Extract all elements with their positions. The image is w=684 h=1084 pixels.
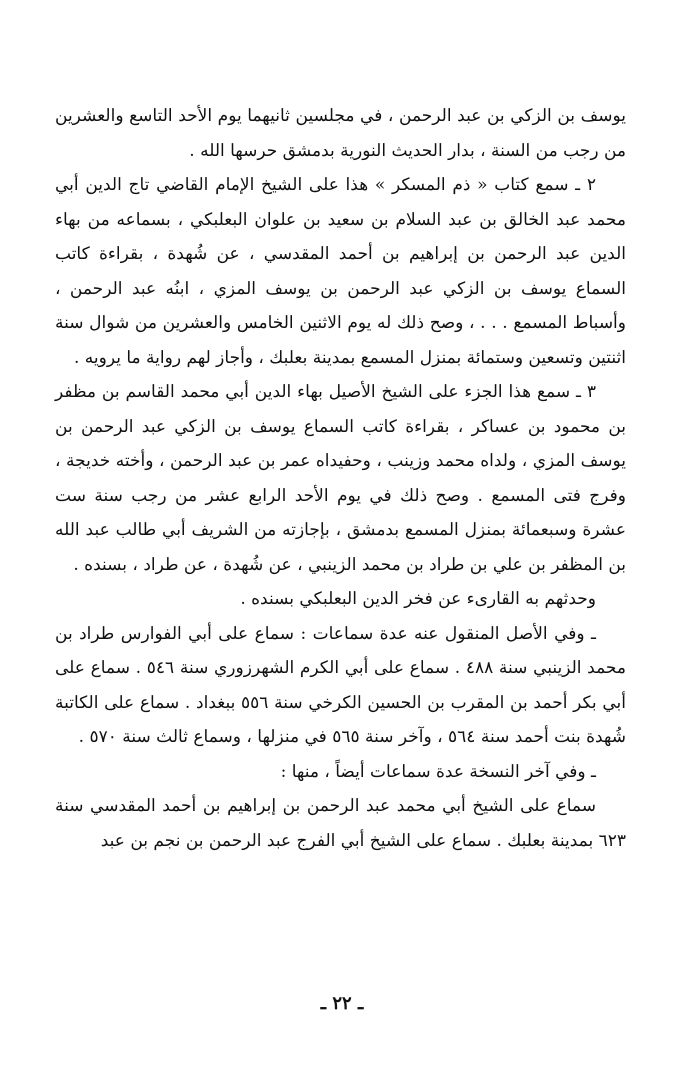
body-text — [55, 99, 626, 858]
page-number: ـ ٢٢ ـ — [320, 993, 364, 1014]
paragraph-sama-2: ٢ ـ سمع كتاب « ذم المسكر » هذا على الشيخ الإمام القاضي تاج الدين أبي محمد عبد الخالق بن عبد السلام بن سعيد بن علوان البعلبكي ، بسماعه من بهاء الدين عبد الرحمن بن إبراهيم بن أحمد المقدسي ، عن شُهدة ، بقراءة كاتب السماع يوسف بن الزكي عبد الرحمن بن يوسف المزي ، ابنُه عبد الرحمن ، وأسباط المسمع . . . ، وصح ذلك له يوم الاثنين الخامس والعشرين من شوال سنة اثنتين وتسعين وستمائة بمنزل المسمع بمدينة بعلبك ، وأجاز لهم رواية ما يرويه . — [55, 175, 626, 368]
paragraph-continuation: يوسف بن الزكي بن عبد الرحمن ، في مجلسين ثانيهما يوم الأحد التاسع والعشرين من رجب من السنة ، بدار الحديث النورية بدمشق حرسها الله . — [55, 106, 626, 161]
paragraph-original-copy: ـ وفي الأصل المنقول عنه عدة سماعات : سماع على أبي الفوارس طراد بن محمد الزينبي سنة ٤٨٨ . سماع على أبي الكرم الشهرزوري سنة ٥٤٦ . سماع على أبي بكر أحمد بن المقرب بن الحسين الكرخي سنة ٥٥٦ ببغداد . سماع على الكاتبة شُهدة بنت أحمد سنة ٥٦٤ ، وآخر سنة ٥٦٥ في منزلها ، وسماع ثالث سنة ٥٧٠ . — [55, 623, 627, 747]
paragraph-end-of-copy: ـ وفي آخر النسخة عدة سماعات أيضاً ، منها : — [280, 761, 596, 782]
paragraph-qari: وحدثهم به القارىء عن فخر الدين البعلبكي بسنده . — [240, 589, 596, 609]
paragraph-sama-list: سماع على الشيخ أبي محمد عبد الرحمن بن إبراهيم بن أحمد المقدسي سنة ٦٢٣ بمدينة بعلبك . سماع على الشيخ أبي الفرج عبد الرحمن بن نجم بن عبد — [55, 796, 626, 851]
paragraph-sama-3: ٣ ـ سمع هذا الجزء على الشيخ الأصيل بهاء الدين أبي محمد القاسم بن مظفر بن محمود بن عساكر ، بقراءة كاتب السماع يوسف بن الزكي عبد الرحمن بن يوسف المزي ، ولداه محمد وزينب ، وحفيداه عمر بن عبد الرحمن ، وأخته خديجة ، وفرج فتى المسمع . وصح ذلك في يوم الأحد الرابع عشر من رجب سنة ست عشرة وسبعمائة بمنزل المسمع بدمشق ، بإجازته من الشريف أبي طالب عبد الله بن المظفر بن علي بن طراد بن محمد الزينبي ، عن شُهدة ، عن طراد ، بسنده . — [55, 382, 626, 575]
